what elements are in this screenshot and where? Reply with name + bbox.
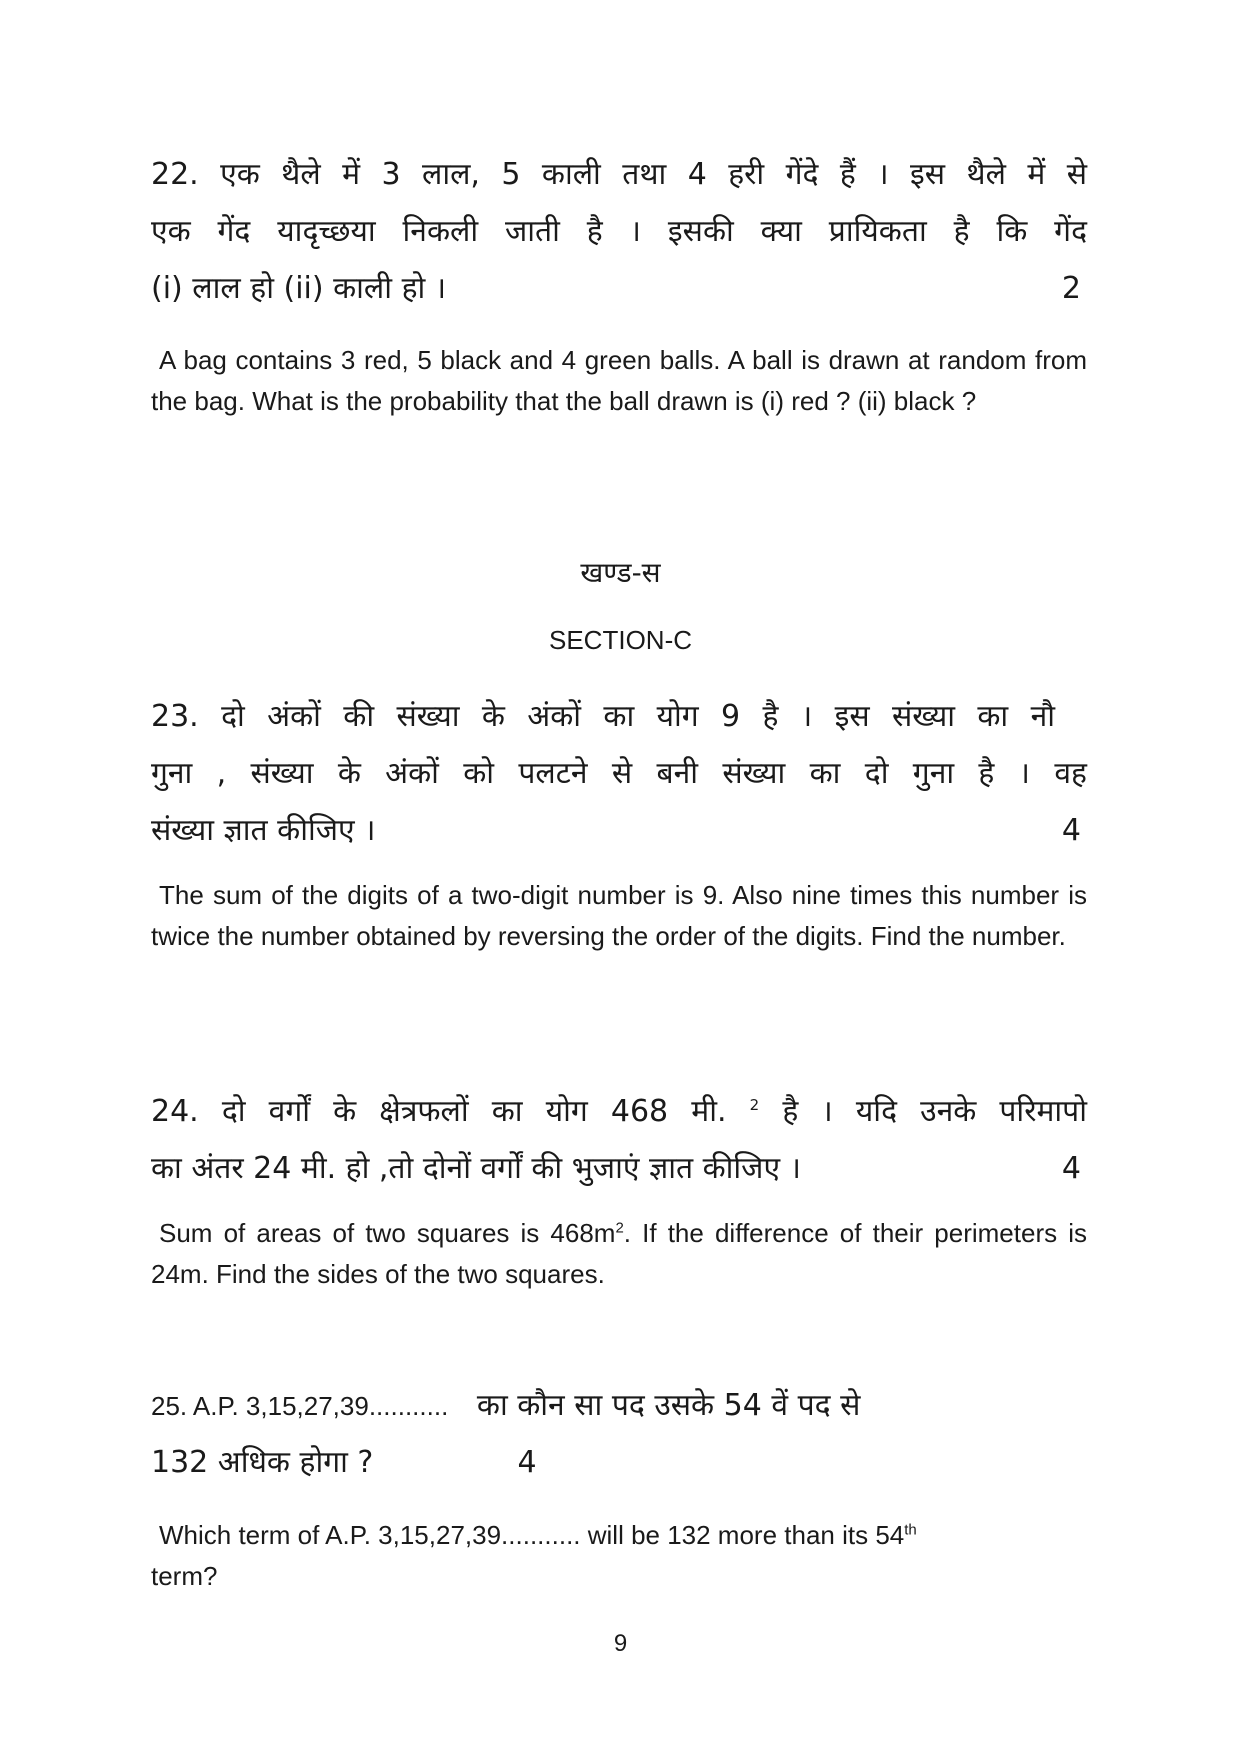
q25-english-b: term? (151, 1561, 218, 1591)
q24-english (151, 1213, 1087, 1295)
q23-english-text: The sum of the digits of a two-digit number is 9. Also nine times this number is twice the number obtained by reversing the order of the digits. Find the number. (151, 880, 1087, 951)
q22-hindi-line3 (151, 260, 1087, 317)
q24-hindi-line1-a: 24. दो वर्गों के क्षेत्रफलों का योग 468 मी. (151, 1094, 727, 1129)
q24-hindi-superscript: 2 (749, 1096, 760, 1114)
q23-hindi-line1: 23. दो अंकों की संख्या के अंकों का योग 9 है । इस संख्या का नौ (151, 699, 1055, 734)
q23-english (151, 875, 1087, 957)
q25-english-a: Which term of A.P. 3,15,27,39........... will be 132 more than its 54 (159, 1520, 905, 1550)
q25-marks: 4 (517, 1445, 537, 1480)
q24-english-a: Sum of areas of two squares is 468m (159, 1218, 616, 1248)
q24-hindi-line1 (151, 1083, 1087, 1140)
q25-line2-hindi: 132 अधिक होगा ? (151, 1445, 374, 1480)
section-heading-english: SECTION-C (549, 625, 692, 655)
q22-english-text: A bag contains 3 red, 5 black and 4 green balls. A ball is drawn at random from the bag. What is the probability that the ball drawn is (i) red ? (ii) black ? (151, 345, 1087, 416)
q23-marks: 4 (1061, 813, 1081, 848)
q25-english (151, 1515, 1087, 1597)
q24-hindi (151, 1083, 1087, 1197)
q22-hindi (151, 146, 1087, 317)
q23-hindi-line2: गुना , संख्या के अंकों को पलटने से बनी संख्या का दो गुना है । वह (151, 756, 1087, 791)
section-heading-hindi: खण्ड-स (580, 556, 661, 589)
q24-marks: 4 (1061, 1151, 1081, 1186)
q25-line2 (151, 1440, 537, 1481)
page-number: 9 (613, 1630, 628, 1657)
q25-line1 (151, 1383, 860, 1424)
q23-hindi-line3-text: संख्या ज्ञात कीजिए । (151, 813, 376, 848)
q24-hindi-line2 (151, 1140, 1087, 1197)
q25-english-superscript: th (904, 1521, 917, 1539)
q24-english-superscript: 2 (615, 1219, 624, 1237)
q22-hindi-line3-text: (i) लाल हो (ii) काली हो । (151, 271, 447, 306)
q24-hindi-line1-b: है । यदि उनके परिमापो (782, 1094, 1087, 1129)
q22-hindi-line1: 22. एक थैले में 3 लाल, 5 काली तथा 4 हरी गेंदे हैं । इस थैले में से (151, 157, 1087, 192)
q24-english-b: . If the difference of their perimeters is 24m. Find the sides of the two squares. (151, 1218, 1087, 1289)
q25-line1-hindi: का कौन सा पद उसके 54 वें पद से (476, 1388, 861, 1423)
q22-english (151, 340, 1087, 422)
q22-hindi-line2: एक गेंद यादृच्छया निकली जाती है । इसकी क्या प्रायिकता है कि गेंद (151, 214, 1087, 249)
q23-hindi-line3 (151, 802, 1087, 859)
q22-marks: 2 (1061, 271, 1081, 306)
q23-hindi (151, 688, 1087, 859)
q24-hindi-line2-text: का अंतर 24 मी. हो ,तो दोनों वर्गों की भुजाएं ज्ञात कीजिए । (151, 1151, 801, 1186)
q25-line1-latin: 25. A.P. 3,15,27,39........... (151, 1391, 449, 1421)
